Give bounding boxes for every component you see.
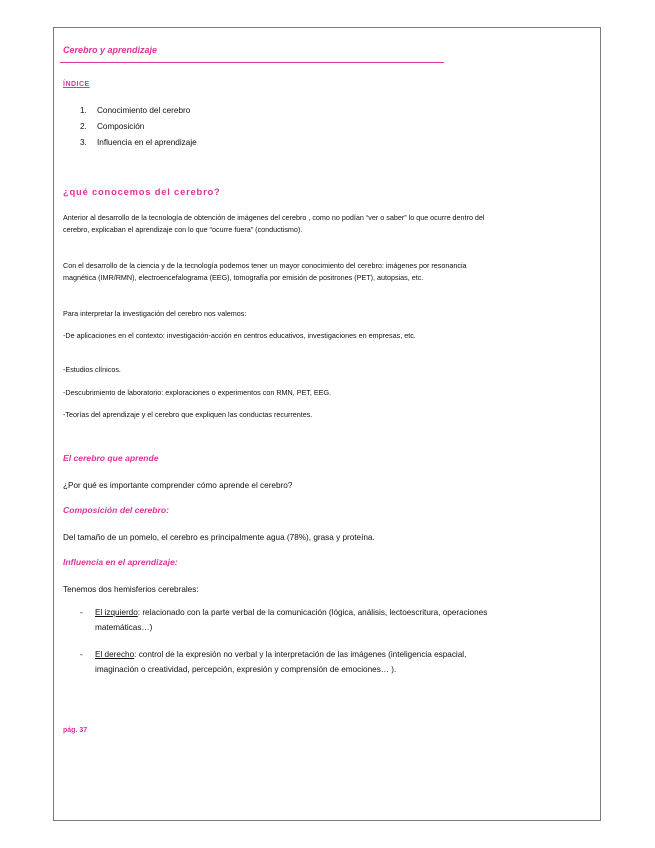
- index-label: ÍNDICE: [63, 81, 90, 88]
- list-dash: -: [80, 650, 83, 659]
- list-item-text: [95, 647, 503, 677]
- list-dash: -: [80, 608, 83, 617]
- list-item-description: : control de la expresión no verbal y la interpretación de las imágenes (inteligencia espacial, imaginación o creatividad, percepción, expresión y comprensión de emociones… ).: [95, 650, 467, 674]
- list-item-text: [95, 605, 503, 635]
- list-item-description: : relacionado con la parte verbal de la comunicación (lógica, análisis, lectoescritura, operaciones matemáticas…): [95, 608, 488, 632]
- composition-text: Del tamaño de un pomelo, el cerebro es principalmente agua (78%), grasa y proteína.: [63, 533, 375, 542]
- hemisphere-list: [63, 605, 503, 689]
- toc-number: 2.: [80, 122, 87, 131]
- list-item: [63, 605, 503, 635]
- toc-number: 3.: [80, 138, 87, 147]
- paragraph: -Descubrimiento de laboratorio: exploraciones o experimentos con RMN, PET, EEG.: [63, 388, 332, 397]
- toc-number: 1.: [80, 106, 87, 115]
- hemispheres-intro: Tenemos dos hemisferios cerebrales:: [63, 585, 199, 594]
- paragraph: Anterior al desarrollo de la tecnología de obtención de imágenes del cerebro , como no podían “ver o saber” lo que ocurre dentro del cerebro, explicaban el aprendizaje con lo que “ocurre fuera” (conductismo).: [63, 213, 485, 234]
- section-heading-knowledge: ¿qué conocemos del cerebro?: [63, 186, 221, 197]
- toc-text: Composición: [97, 122, 145, 131]
- page-number: pág. 37: [63, 727, 88, 734]
- paragraph: -Estudios clínicos.: [63, 365, 121, 374]
- list-item: [63, 647, 503, 677]
- paragraph: -Teorías del aprendizaje y el cerebro que expliquen las conductas recurrentes.: [63, 410, 313, 419]
- toc-item: [80, 135, 197, 151]
- section-heading-learning-brain: El cerebro que aprende: [63, 453, 159, 463]
- header-divider: [60, 62, 444, 63]
- toc-text: Conocimiento del cerebro: [97, 106, 191, 115]
- section-heading-composition: Composición del cerebro:: [63, 505, 170, 515]
- section-heading-influence: Influencia en el aprendizaje:: [63, 557, 178, 567]
- list-item-term: El izquierdo: [95, 608, 138, 617]
- header-title: Cerebro y aprendizaje: [63, 45, 158, 55]
- paragraph: Para interpretar la investigación del cerebro nos valemos:: [63, 309, 247, 318]
- paragraph: Con el desarrollo de la ciencia y de la tecnología podemos tener un mayor conocimiento del cerebro: imágenes por resonancia magnética (IMR/RMN), electroencefalograma (EEG), tomografía por emisión de positrones (PET), autopsias, etc.: [63, 261, 467, 282]
- toc-item: [80, 103, 197, 119]
- toc-item: [80, 119, 197, 135]
- paragraph: -De aplicaciones en el contexto: investigación-acción en centros educativos, investigaciones en empresas, etc.: [63, 331, 416, 340]
- question-text: ¿Por qué es importante comprender cómo aprende el cerebro?: [63, 481, 293, 490]
- list-item-term: El derecho: [95, 650, 135, 659]
- toc-text: Influencia en el aprendizaje: [97, 138, 197, 147]
- table-of-contents: [80, 103, 197, 151]
